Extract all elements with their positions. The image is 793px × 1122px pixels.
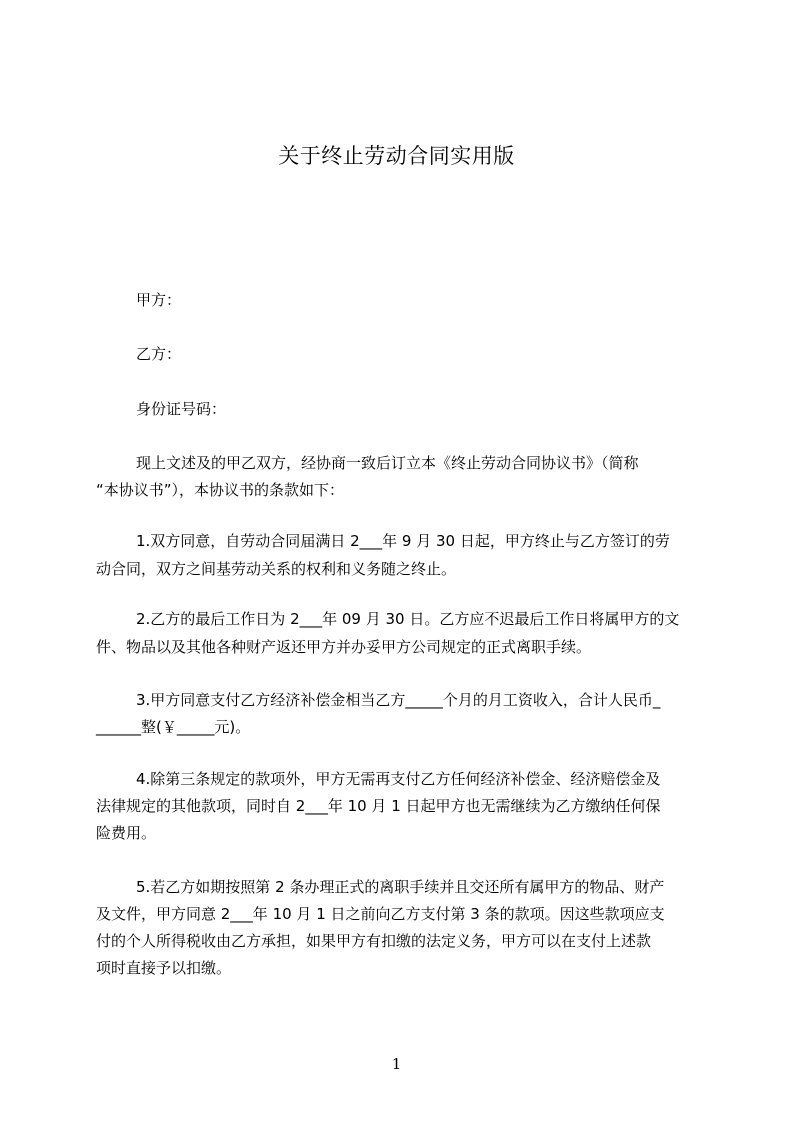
intro-line-1: 现上文述及的甲乙双方，经协商一致后订立本《终止劳动合同协议书》（简称 bbox=[136, 454, 639, 472]
clause-5-line-2: 及文件，甲方同意 2___年 10 月 1 日之前向乙方支付第 3 条的款项。因这些款项应支 bbox=[96, 905, 665, 923]
clause-1-line-1: 1.双方同意，自劳动合同届满日 2___年 9 月 30 日起，甲方终止与乙方签订的劳 bbox=[136, 532, 670, 550]
id-number-label: 身份证号码： bbox=[136, 400, 227, 418]
clause-3-line-2: ______整(￥_____元)。 bbox=[96, 718, 251, 736]
party-a-label: 甲方： bbox=[136, 291, 182, 309]
clause-5-line-4: 项时直接予以扣缴。 bbox=[96, 959, 232, 977]
page-number: 1 bbox=[391, 1055, 402, 1073]
party-b-label: 乙方： bbox=[136, 345, 182, 363]
clause-5-line-1: 5.若乙方如期按照第 2 条办理正式的离职手续并且交还所有属甲方的物品、财产 bbox=[136, 878, 665, 896]
clause-2-line-2: 件、物品以及其他各种财产返还甲方并办妥甲方公司规定的正式离职手续。 bbox=[96, 638, 592, 656]
clause-4-line-3: 险费用。 bbox=[96, 824, 157, 842]
clause-4-line-2: 法律规定的其他款项，同时自 2___年 10 月 1 日起甲方也无需继续为乙方缴纳任何保 bbox=[96, 797, 661, 815]
clause-4-line-1: 4.除第三条规定的款项外，甲方无需再支付乙方任何经济补偿金、经济赔偿金及 bbox=[136, 770, 661, 788]
document-title: 关于终止劳动合同实用版 bbox=[278, 144, 515, 168]
clause-5-line-3: 付的个人所得税收由乙方承担，如果甲方有扣缴的法定义务，甲方可以在支付上述款 bbox=[96, 932, 652, 950]
clause-3-line-1: 3.甲方同意支付乙方经济补偿金相当乙方_____个月的月工资收入，合计人民币_ bbox=[136, 691, 661, 709]
intro-line-2: “本协议书”），本协议书的条款如下： bbox=[96, 481, 345, 499]
clause-2-line-1: 2.乙方的最后工作日为 2___年 09 月 30 日。乙方应不迟最后工作日将属甲方的文 bbox=[136, 610, 680, 628]
clause-1-line-2: 动合同，双方之间基劳动关系的权利和义务随之终止。 bbox=[96, 560, 457, 578]
